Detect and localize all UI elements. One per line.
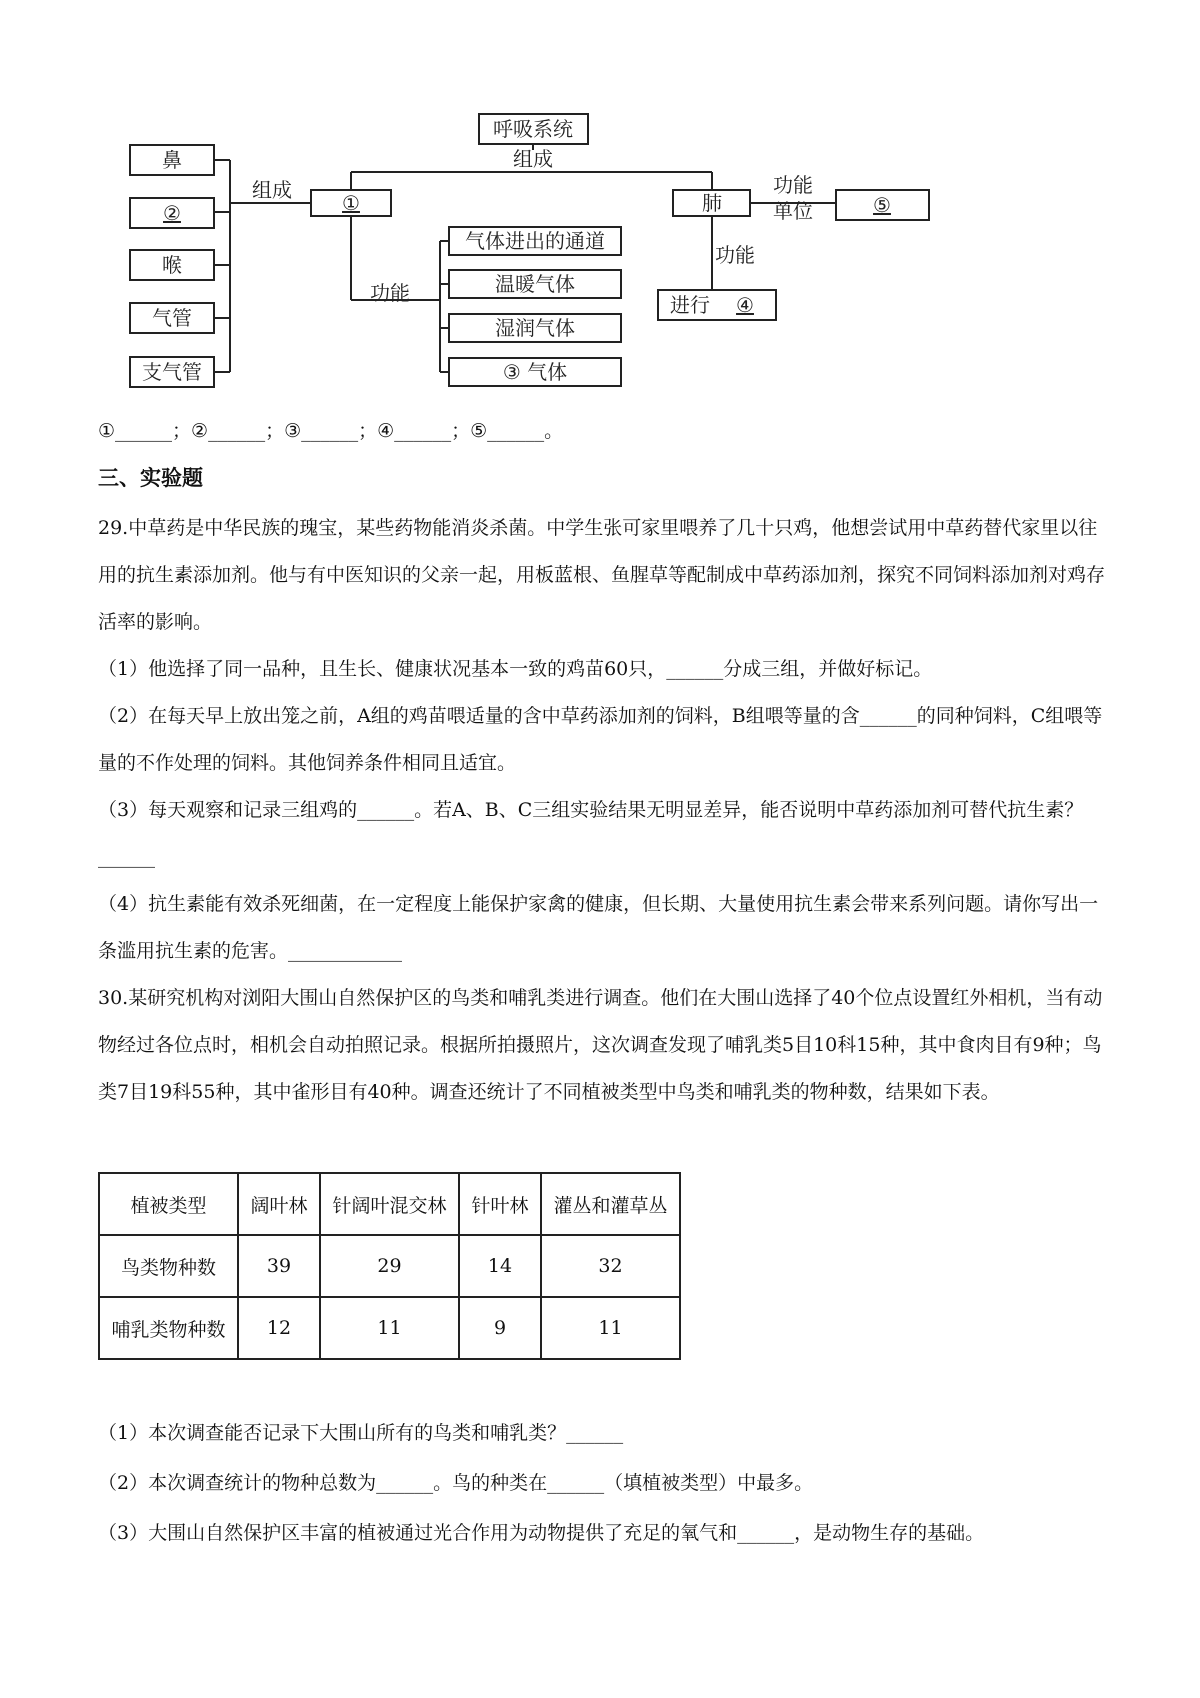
q29-part4: （4）抗生素能有效杀死细菌，在一定程度上能保护家禽的健康，但长期、大量使用抗生素会带来系列问题。请你写出一条滥用抗生素的危害。____________ bbox=[98, 893, 1099, 962]
lung-function-prefix: 进行 bbox=[670, 293, 710, 317]
table-header-cell: 阔叶林 bbox=[238, 1173, 320, 1235]
q29-stem: 29.中草药是中华民族的瑰宝，某些药物能消炎杀菌。中学生张可家里喂养了几十只鸡，他想尝试用中草药替代家里以往用的抗生素添加剂。他与有中医知识的父亲一起，用板蓝根、鱼腥草等配制成中草药添加剂，探究不同饲料添加剂对鸡存活率的影响。 bbox=[98, 517, 1106, 633]
function-item-label: ③ 气体 bbox=[502, 360, 568, 384]
section-title: 三、实验题 bbox=[98, 466, 203, 490]
table-cell: 29 bbox=[320, 1235, 459, 1297]
root-link-label: 组成 bbox=[513, 147, 553, 171]
airway-part-label: ② bbox=[163, 201, 181, 225]
table-cell: 39 bbox=[238, 1235, 320, 1297]
table-header-row bbox=[99, 1173, 680, 1235]
table-header-cell: 针叶林 bbox=[459, 1173, 541, 1235]
table-cell: 11 bbox=[541, 1297, 680, 1359]
table-row bbox=[99, 1235, 680, 1297]
compose-label: 组成 bbox=[252, 178, 292, 202]
table-header-cell: 针阔叶混交林 bbox=[320, 1173, 459, 1235]
q29-part1: （1）他选择了同一品种，且生长、健康状况基本一致的鸡苗60只，______分成三组，并做好标记。 bbox=[98, 658, 933, 680]
table-cell: 32 bbox=[541, 1235, 680, 1297]
q30-part2: （2）本次调查统计的物种总数为______。鸟的种类在______（填植被类型）中最多。 bbox=[98, 1472, 814, 1494]
table-row bbox=[99, 1297, 680, 1359]
answers-line: ①______；②______；③______；④______；⑤______。 bbox=[98, 420, 564, 442]
table-cell: 9 bbox=[459, 1297, 541, 1359]
q29-part3: （3）每天观察和记录三组鸡的______。若A、B、C三组实验结果无明显差异，能否说明中草药添加剂可替代抗生素？______ bbox=[98, 799, 1084, 868]
unit-blank-label: ⑤ bbox=[873, 193, 891, 217]
table-cell: 14 bbox=[459, 1235, 541, 1297]
root-label: 呼吸系统 bbox=[493, 117, 573, 141]
function-item-label: 气体进出的通道 bbox=[465, 229, 605, 253]
lung-function-label: 功能 bbox=[715, 243, 755, 267]
node1-label: ① bbox=[342, 191, 360, 215]
q29-block bbox=[98, 505, 1108, 1116]
q30-part3: （3）大围山自然保护区丰富的植被通过光合作用为动物提供了充足的氧气和______，是动物生存的基础。 bbox=[98, 1522, 985, 1544]
unit-label-1: 功能 bbox=[773, 173, 813, 197]
respiratory-system-diagram bbox=[0, 0, 1200, 420]
lung-label: 肺 bbox=[702, 191, 722, 215]
table-cell: 12 bbox=[238, 1297, 320, 1359]
function-label: 功能 bbox=[370, 281, 410, 305]
table-cell: 鸟类物种数 bbox=[99, 1235, 238, 1297]
q30-part1: （1）本次调查能否记录下大围山所有的鸟类和哺乳类？______ bbox=[98, 1422, 624, 1444]
airway-part-label: 鼻 bbox=[162, 148, 182, 172]
table-cell: 11 bbox=[320, 1297, 459, 1359]
airway-part-label: 气管 bbox=[152, 306, 192, 330]
table-cell: 哺乳类物种数 bbox=[99, 1297, 238, 1359]
lung-function-blank: ④ bbox=[736, 293, 754, 317]
airway-part-label: 喉 bbox=[162, 253, 182, 277]
survey-table bbox=[98, 1172, 681, 1360]
table-header-cell: 植被类型 bbox=[99, 1173, 238, 1235]
function-item-label: 湿润气体 bbox=[495, 316, 575, 340]
table-header-cell: 灌丛和灌草丛 bbox=[541, 1173, 680, 1235]
q30-stem: 30.某研究机构对浏阳大围山自然保护区的鸟类和哺乳类进行调查。他们在大围山选择了40个位点设置红外相机，当有动物经过各位点时，相机会自动拍照记录。根据所拍摄照片，这次调查发现了哺乳类5目10科15种，其中食肉目有9种；鸟类7目19科55种，其中雀形目有40种。调查还统计了不同植被类型中鸟类和哺乳类的物种数，结果如下表。 bbox=[98, 987, 1103, 1103]
unit-label-2: 单位 bbox=[773, 199, 813, 223]
q29-part2: （2）在每天早上放出笼之前，A组的鸡苗喂适量的含中草药添加剂的饲料，B组喂等量的含______的同种饲料，C组喂等量的不作处理的饲料。其他饲养条件相同且适宜。 bbox=[98, 705, 1103, 774]
function-item-label: 温暖气体 bbox=[495, 272, 575, 296]
airway-part-label: 支气管 bbox=[142, 360, 202, 384]
